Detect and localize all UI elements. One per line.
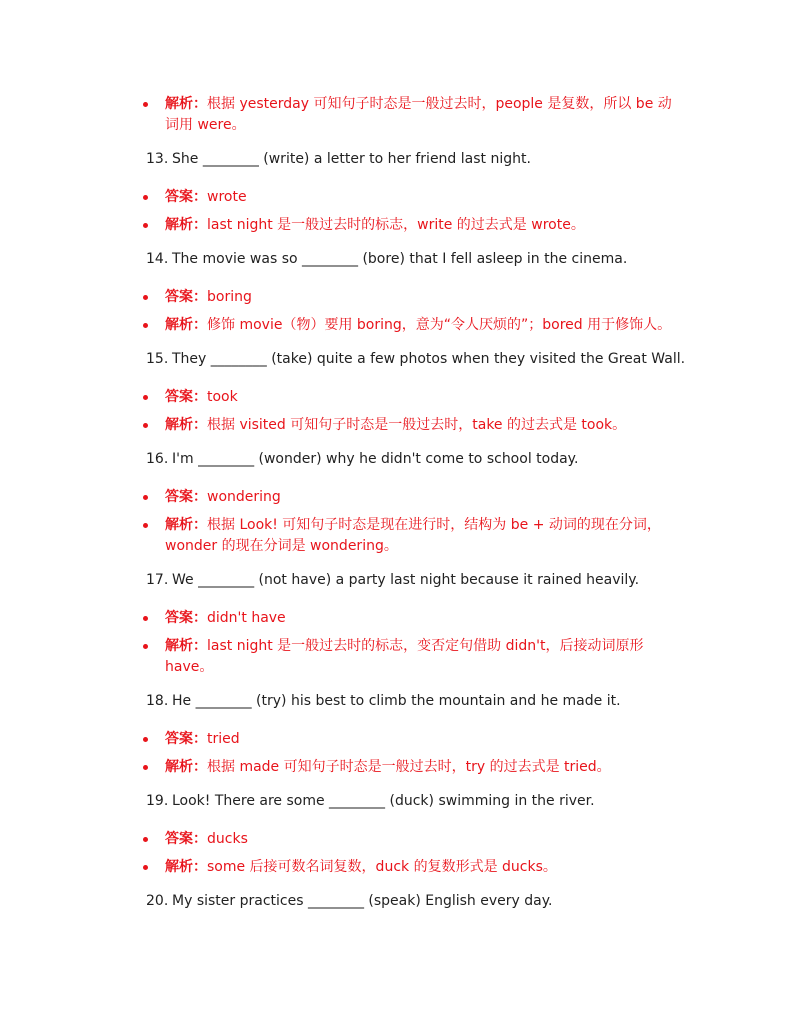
question-text: She ________ (write) a letter to her friend last night.: [172, 151, 531, 167]
explanation-label: 解析：: [165, 859, 207, 875]
bullet-dot: [143, 195, 148, 200]
bullet-dot: [143, 323, 148, 328]
explanation-text: some 后接可数名词复数，duck 的复数形式是 ducks。: [207, 859, 557, 875]
explanation-text: last night 是一般过去时的标志，变否定句借助 didn't，后接动词原形 have。: [165, 638, 644, 675]
question-text: We ________ (not have) a party last night because it rained heavily.: [172, 572, 640, 588]
bullet-dot: [143, 523, 148, 528]
question-number: 18.: [146, 693, 169, 709]
bullet-dot: [143, 737, 148, 742]
explanation-label: 解析：: [165, 417, 207, 433]
explanation-bullet: [165, 636, 685, 678]
bullet-dot: [143, 102, 148, 107]
explanation-bullet: [165, 757, 685, 778]
answer-label: 答案：: [165, 289, 207, 305]
explanation-label: 解析：: [165, 96, 207, 112]
explanation-text: last night 是一般过去时的标志，write 的过去式是 wrote。: [207, 217, 585, 233]
question-number: 16.: [146, 451, 169, 467]
bullet-dot: [143, 616, 148, 621]
answer-bullet: [165, 487, 685, 508]
explanation-text: 根据 made 可知句子时态是一般过去时，try 的过去式是 tried。: [207, 759, 611, 775]
answer-label: 答案：: [165, 389, 207, 405]
answer-bullet: [165, 829, 685, 850]
bullet-dot: [143, 423, 148, 428]
explanation-bullet: [165, 315, 685, 336]
explanation-bullet: [165, 515, 685, 557]
answer-text: took: [207, 389, 238, 405]
answer-text: tried: [207, 731, 240, 747]
answer-bullet: [165, 387, 685, 408]
answer-bullet: [165, 187, 685, 208]
explanation-bullet: [165, 94, 685, 136]
question-text: The movie was so ________ (bore) that I fell asleep in the cinema.: [172, 251, 628, 267]
bullet-dot: [143, 865, 148, 870]
question-number: 19.: [146, 793, 169, 809]
explanation-bullet: [165, 857, 685, 878]
bullet-dot: [143, 223, 148, 228]
question-text: My sister practices ________ (speak) English every day.: [172, 893, 553, 909]
exercise-list: [0, 94, 800, 929]
answer-label: 答案：: [165, 489, 207, 505]
answer-text: ducks: [207, 831, 248, 847]
answer-text: wrote: [207, 189, 247, 205]
answer-label: 答案：: [165, 831, 207, 847]
explanation-label: 解析：: [165, 217, 207, 233]
question-text: He ________ (try) his best to climb the mountain and he made it.: [172, 693, 621, 709]
answer-text: wondering: [207, 489, 281, 505]
question-text: Look! There are some ________ (duck) swimming in the river.: [172, 793, 595, 809]
explanation-label: 解析：: [165, 517, 207, 533]
question-number: 13.: [146, 151, 169, 167]
question-text: They ________ (take) quite a few photos when they visited the Great Wall.: [172, 351, 686, 367]
question-item: [146, 891, 706, 912]
explanation-text: 修饰 movie（物）要用 boring，意为“令人厌烦的”；bored 用于修饰人。: [207, 317, 672, 333]
explanation-text: 根据 Look! 可知句子时态是现在进行时，结构为 be + 动词的现在分词，wonder 的现在分词是 wondering。: [165, 517, 661, 554]
answer-label: 答案：: [165, 731, 207, 747]
question-item: [146, 791, 706, 812]
answer-bullet: [165, 287, 685, 308]
question-item: [146, 349, 706, 370]
question-number: 17.: [146, 572, 169, 588]
question-item: [146, 149, 706, 170]
bullet-dot: [143, 644, 148, 649]
question-number: 20.: [146, 893, 169, 909]
explanation-label: 解析：: [165, 759, 207, 775]
explanation-bullet: [165, 215, 685, 236]
question-number: 15.: [146, 351, 169, 367]
answer-label: 答案：: [165, 189, 207, 205]
answer-bullet: [165, 729, 685, 750]
question-number: 14.: [146, 251, 169, 267]
explanation-text: 根据 visited 可知句子时态是一般过去时，take 的过去式是 took。: [207, 417, 627, 433]
question-text: I'm ________ (wonder) why he didn't come to school today.: [172, 451, 579, 467]
explanation-label: 解析：: [165, 317, 207, 333]
explanation-text: 根据 yesterday 可知句子时态是一般过去时，people 是复数，所以 be 动词用 were。: [165, 96, 672, 133]
bullet-dot: [143, 395, 148, 400]
answer-text: didn't have: [207, 610, 286, 626]
answer-bullet: [165, 608, 685, 629]
explanation-bullet: [165, 415, 685, 436]
bullet-dot: [143, 495, 148, 500]
question-item: [146, 249, 706, 270]
bullet-dot: [143, 837, 148, 842]
bullet-dot: [143, 295, 148, 300]
question-item: [146, 691, 706, 712]
question-item: [146, 449, 706, 470]
explanation-label: 解析：: [165, 638, 207, 654]
answer-text: boring: [207, 289, 252, 305]
bullet-dot: [143, 765, 148, 770]
answer-label: 答案：: [165, 610, 207, 626]
question-item: [146, 570, 706, 591]
